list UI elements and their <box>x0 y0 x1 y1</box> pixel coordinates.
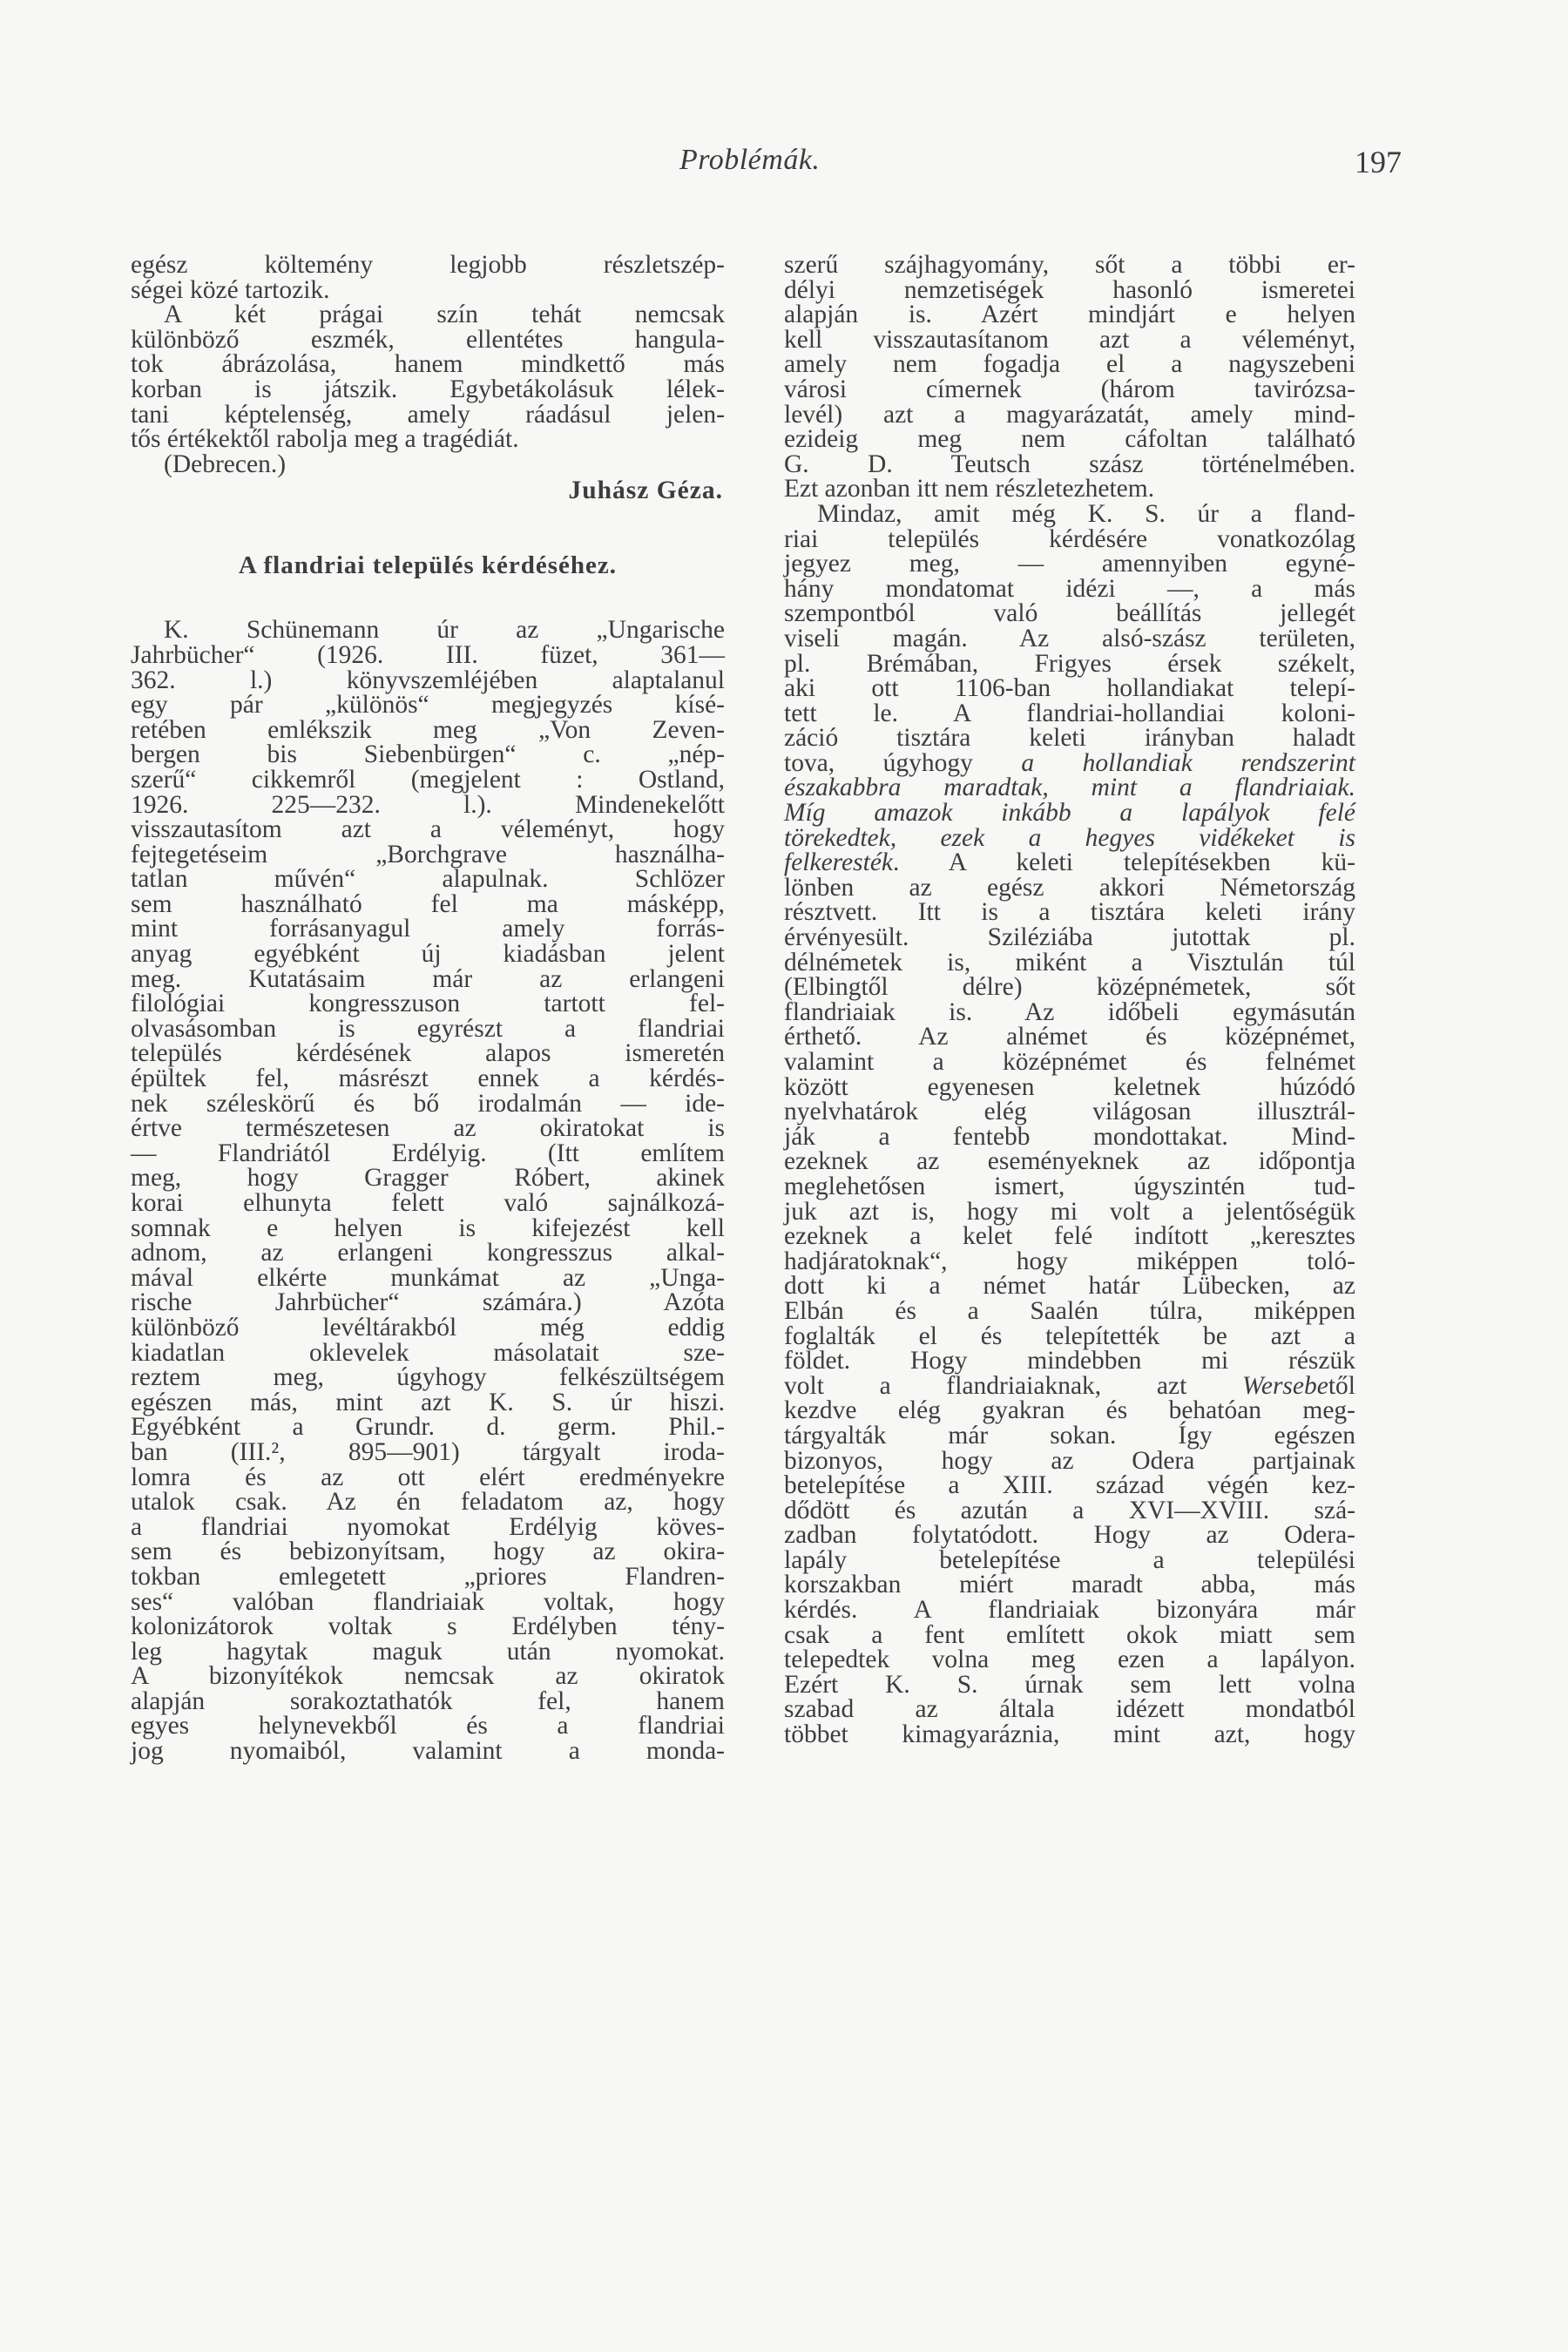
text-line: alapján sorakoztathatók fel, hanem <box>131 1686 725 1715</box>
text-line <box>784 1371 1355 1400</box>
section-title: A flandriai település kérdéséhez. <box>238 551 618 580</box>
text-line: utalok csak. Az én feladatom az, hogy <box>131 1488 725 1517</box>
text-line: különböző eszmék, ellentétes hangula- <box>131 325 725 354</box>
text-line: ezeknek a kelet felé indított „keresztes <box>784 1222 1355 1251</box>
emphasis-text: törekedtek, ezek a hegyes vidékeket is <box>784 823 1355 852</box>
text-line: lomra és az ott elért eredményekre <box>131 1463 725 1491</box>
text-line: délnémetek is, miként a Visztulán túl <box>784 948 1355 977</box>
text-line: szempontból való beállítás jellegét <box>784 599 1355 628</box>
text-line: tős értékektől rabolja meg a tragédiát. <box>131 425 519 454</box>
text-line: ezeknek az eseményeknek az időpontja <box>784 1147 1355 1176</box>
text-line: dott ki a német határ Lübecken, az <box>784 1272 1355 1301</box>
text-line: a flandriai nyomokat Erdélyig köves- <box>131 1512 725 1541</box>
text-line: település kérdésének alapos ismeretén <box>131 1039 725 1068</box>
article-body <box>131 616 725 1766</box>
text-line: egész költemény legjobb részletszép- <box>131 251 725 279</box>
running-head: Problémák. <box>679 144 821 176</box>
text-line: különböző levéltárakból még eddig <box>131 1313 725 1342</box>
text-line: záció tisztára keleti irányban haladt <box>784 724 1355 753</box>
text-line: meg, hogy Gragger Róbert, akinek <box>131 1164 725 1193</box>
text-line: aki ott 1106-ban hollandiakat telepí- <box>784 674 1355 703</box>
text-line: ezideig meg nem cáfoltan található <box>784 425 1355 454</box>
text-line: egy pár „különös“ megjegyzés kísé- <box>131 691 725 720</box>
text-line: A két prágai szín tehát nemcsak <box>164 301 725 329</box>
text-line: ban (III.², 895—901) tárgyalt iroda- <box>131 1437 725 1466</box>
text-line: G. D. Teutsch szász történelmében. <box>784 449 1355 478</box>
text-line: flandriaiak is. Az időbeli egymásután <box>784 997 1355 1026</box>
text-line <box>784 775 1355 801</box>
text-line: érthető. Az alnémet és középnémet, <box>784 1023 1355 1051</box>
text-line: amely nem fogadja el a nagyszebeni <box>784 350 1355 379</box>
text-line: rische Jahrbücher“ számára.) Azóta <box>131 1288 725 1317</box>
text-line: jog nyomaiból, valamint a monda- <box>131 1737 725 1766</box>
text-line <box>784 850 1355 875</box>
text-line: juk azt is, hogy mi volt a jelentőségük <box>784 1197 1355 1226</box>
signature-place: (Debrecen.) <box>164 449 287 478</box>
text-line: lönben az egész akkori Németország <box>784 873 1355 902</box>
text-line: tok ábrázolása, hanem mindkettő más <box>131 350 725 379</box>
text-line: tokban emlegetett „priores Flandren- <box>131 1562 725 1591</box>
text-line: pl. Brémában, Frigyes érsek székelt, <box>784 649 1355 678</box>
text-line: reztem meg, úgyhogy felkészültségem <box>131 1363 725 1392</box>
text-line: érvényesült. Sziléziába jutottak pl. <box>784 923 1355 952</box>
text-line: alapján is. Azért mindjárt e helyen <box>784 301 1355 329</box>
text-line: tani képtelenség, amely ráadásul jelen- <box>131 400 725 429</box>
text-line: lapály betelepítése a települési <box>784 1545 1355 1574</box>
text-line: A bizonyítékok nemcsak az okiratok <box>131 1662 725 1691</box>
text-line: K. Schünemann úr az „Ungarische <box>164 616 725 645</box>
text-line: dődött és azután a XVI—XVIII. szá- <box>784 1496 1355 1524</box>
text-line: egészen más, mint azt K. S. úr hiszi. <box>131 1388 725 1416</box>
text-line: meg. Kutatásaim már az erlangeni <box>131 964 725 993</box>
continued-paragraph <box>784 253 1355 502</box>
text-line: mával elkérte munkámat az „Unga- <box>131 1263 725 1292</box>
page-number: 197 <box>1355 145 1402 179</box>
text-line: levél) azt a magyarázatát, amely mind- <box>784 400 1355 429</box>
text-line: foglalták el és telepítették be azt a <box>784 1321 1355 1350</box>
text-line: telepedtek volna meg ezen a lapályon. <box>784 1646 1355 1674</box>
text-line: retében emlékszik meg „Von Zeven- <box>131 715 725 744</box>
left-column <box>131 253 725 1764</box>
text-line: kiadatlan oklevelek másolatait sze- <box>131 1338 725 1367</box>
text-line: ségei közé tartozik. <box>131 275 330 304</box>
text-line: mint forrásanyagul amely forrás- <box>131 915 725 943</box>
text-line: viseli magán. Az alsó-szász területen, <box>784 624 1355 652</box>
text-line: szabad az általa idézett mondatból <box>784 1695 1355 1724</box>
conclusion-paragraph <box>131 302 725 452</box>
text-line: tett le. A flandriai-hollandiai koloni- <box>784 699 1355 727</box>
text-line: (Elbingtől délre) középnémetek, sőt <box>784 973 1355 1002</box>
text-line: korszakban miért maradt abba, más <box>784 1571 1355 1599</box>
text-line: szerű szájhagyomány, sőt a többi er- <box>784 251 1355 279</box>
text-line: zadban folytatódott. Hogy az Odera- <box>784 1521 1355 1550</box>
emphasis-text: felkeresték <box>784 848 894 877</box>
text-line: leg hagytak maguk után nyomokat. <box>131 1637 725 1666</box>
text-span: től <box>1328 1371 1355 1400</box>
text-line: anyag egyébként új kiadásban jelent <box>131 940 725 969</box>
text-line: épültek fel, másrészt ennek a kérdés- <box>131 1064 725 1093</box>
text-line: kezdve elég gyakran és behatóan meg- <box>784 1396 1355 1425</box>
text-line: Elbán és a Saalén túlra, miképpen <box>784 1296 1355 1325</box>
text-line: kell visszautasítanom azt a véleményt, <box>784 325 1355 354</box>
signature-author: Juhász Géza. <box>568 476 723 505</box>
text-line: nek széleskörű és bő irodalmán — ide- <box>131 1089 725 1118</box>
text-line: ják a fentebb mondottakat. Mind- <box>784 1122 1355 1151</box>
text-line: filológiai kongresszuson tartott fel- <box>131 990 725 1018</box>
text-line: résztvett. Itt is a tisztára keleti irány <box>784 898 1355 927</box>
text-line: Mindaz, amit még K. S. úr a fland- <box>817 499 1355 528</box>
emphasis-text: Míg amazok inkább a lapályok felé <box>784 799 1355 828</box>
text-line: korban is játszik. Egybetákolásuk lélek- <box>131 375 725 403</box>
text-line: 362. l.) könyvszemléjében alaptalanul <box>131 666 725 694</box>
text-line: értve természetesen az okiratokat is <box>131 1114 725 1143</box>
right-column <box>784 253 1355 1747</box>
text-line: délyi nemzetiségek hasonló ismeretei <box>784 275 1355 304</box>
text-line: Jahrbücher“ (1926. III. füzet, 361— <box>131 640 725 669</box>
text-line: sem használható fel ma másképp, <box>131 889 725 918</box>
text-line: meglehetősen ismert, úgyszintén tud- <box>784 1172 1355 1200</box>
emphasis-text: a hollandiak rendszerint <box>1021 748 1356 777</box>
text-line: kolonizátorok voltak s Erdélyben tény- <box>131 1612 725 1641</box>
text-span: tova, úgyhogy <box>784 748 1022 777</box>
intro-paragraph <box>131 253 725 302</box>
text-line: bergen bis Siebenbürgen“ c. „nép- <box>131 740 725 769</box>
text-span: volt a flandriaiaknak, azt <box>784 1371 1242 1400</box>
text-line: olvasásomban is egyrészt a flandriai <box>131 1014 725 1043</box>
emphasis-text: északabbra maradtak, mint a flandriaiak. <box>784 774 1355 802</box>
text-line: riai település kérdésére vonatkozólag <box>784 524 1355 553</box>
text-line: Ezt azonban itt nem részletezhetem. <box>784 475 1155 504</box>
text-line: tatlan művén“ alapulnak. Schlözer <box>131 865 725 894</box>
text-line: valamint a középnémet és felnémet <box>784 1048 1355 1076</box>
text-line: betelepítése a XIII. század végén kez- <box>784 1471 1355 1500</box>
text-line: tárgyalták már sokan. Így egészen <box>784 1421 1355 1450</box>
text-line: adnom, az erlangeni kongresszus alkal- <box>131 1239 725 1267</box>
text-line: többet kimagyaráznia, mint azt, hogy <box>784 1720 1355 1749</box>
text-line: városi címernek (három tavirózsa- <box>784 375 1355 403</box>
text-line: fejtegetéseim „Borchgrave használha- <box>131 840 725 868</box>
text-line: korai elhunyta felett való sajnálkozá- <box>131 1189 725 1217</box>
text-line: szerű“ cikkemről (megjelent : Ostland, <box>131 765 725 794</box>
text-line: kérdés. A flandriaiak bizonyára már <box>784 1596 1355 1625</box>
text-line: ses“ valóban flandriaiak voltak, hogy <box>131 1587 725 1616</box>
text-line: bizonyos, hogy az Odera partjainak <box>784 1446 1355 1475</box>
text-line: csak a fent említett okok miatt sem <box>784 1620 1355 1649</box>
text-line: között egyenesen keletnek húzódó <box>784 1072 1355 1101</box>
text-line <box>784 823 1355 852</box>
text-line <box>784 748 1356 777</box>
text-line: jegyez meg, — amennyiben egyné- <box>784 550 1355 578</box>
text-line: hány mondatomat idézi —, a más <box>784 574 1355 603</box>
emphasis-text: Wersebe <box>1241 1371 1328 1400</box>
text-line: visszautasítom azt a véleményt, hogy <box>131 815 725 844</box>
text-line: 1926. 225—232. l.). Mindenekelőtt <box>131 790 725 819</box>
text-line: hadjáratoknak“, hogy miképpen toló- <box>784 1247 1355 1275</box>
text-line: — Flandriától Erdélyig. (Itt említem <box>131 1139 725 1167</box>
text-line: Ezért K. S. úrnak sem lett volna <box>784 1670 1355 1699</box>
text-span: . A keleti telepítésekben kü- <box>893 848 1355 877</box>
text-line: egyes helynevekből és a flandriai <box>131 1712 725 1740</box>
text-line: földet. Hogy mindebben mi részük <box>784 1347 1355 1375</box>
text-line <box>784 801 1355 826</box>
text-line: sem és bebizonyítsam, hogy az okira- <box>131 1538 725 1566</box>
main-paragraph <box>784 499 1356 1749</box>
text-line: nyelvhatárok elég világosan illusztrál- <box>784 1098 1355 1126</box>
text-line: somnak e helyen is kifejezést kell <box>131 1213 725 1242</box>
text-line: Egyébként a Grundr. d. germ. Phil.- <box>131 1413 725 1442</box>
